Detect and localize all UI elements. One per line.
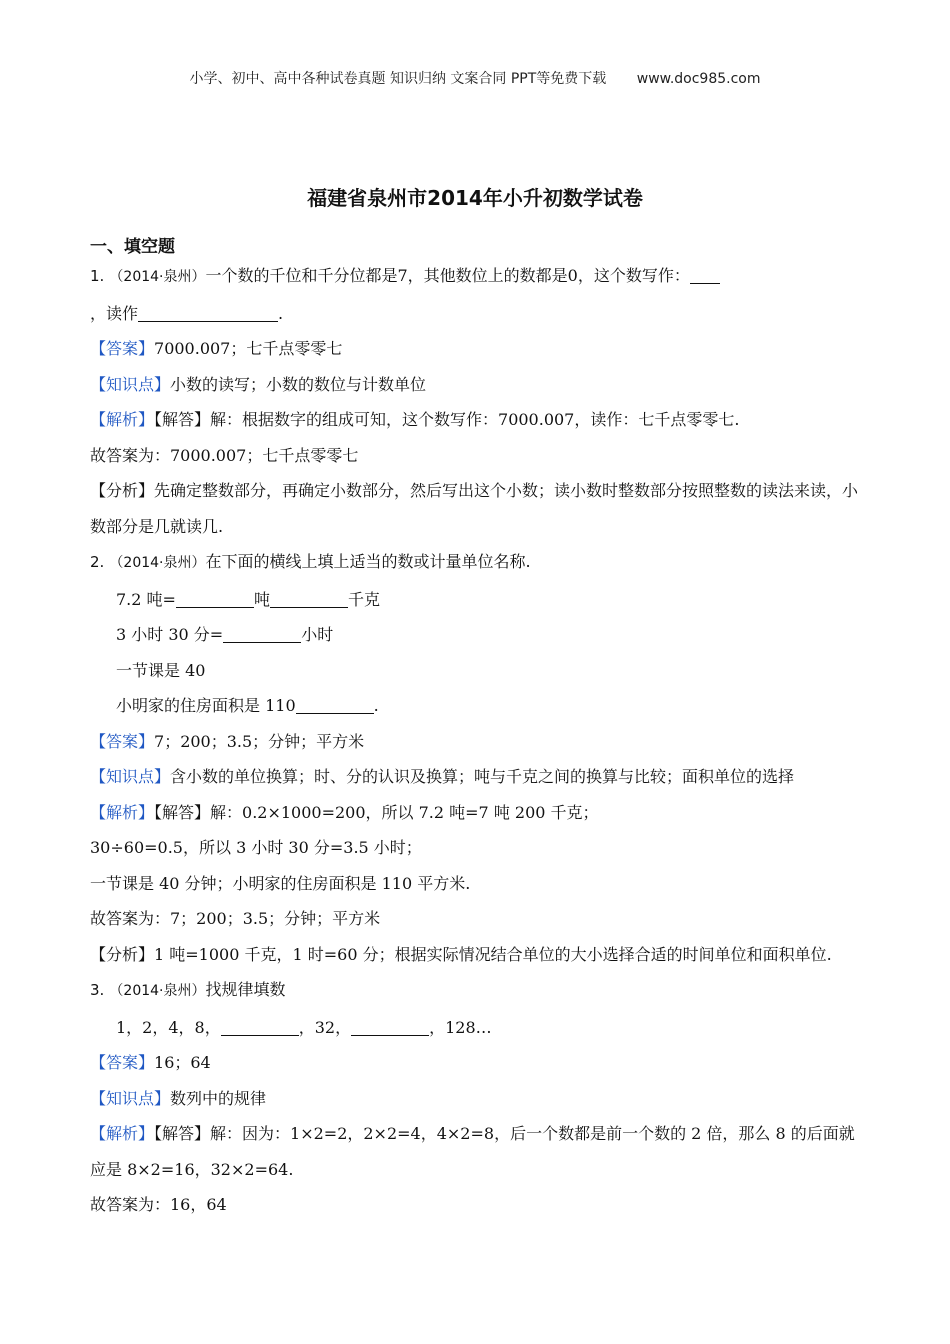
q1-number: 1. xyxy=(90,267,105,285)
q1-explanation-text: 【解答】解：根据数字的组成可知，这个数写作：7000.007，读作：七千点零零七. xyxy=(154,410,740,429)
q1-knowledge xyxy=(90,367,860,403)
q1-blank-read[interactable] xyxy=(138,303,278,322)
q2-blank-4[interactable] xyxy=(296,695,374,714)
q2-item-2-a: 3 小时 30 分= xyxy=(116,625,224,644)
q2-knowledge xyxy=(90,759,860,795)
answer-tag: 【答案】 xyxy=(90,339,155,358)
explanation-tag: 【解析】 xyxy=(90,410,155,429)
answer-tag: 【答案】 xyxy=(90,1053,155,1072)
q2-explanation-2: 30÷60=0.5，所以 3 小时 30 分=3.5 小时； xyxy=(90,838,422,857)
q2-item-2-b: 小时 xyxy=(301,625,334,644)
q2-explanation-text: 【解答】解：0.2×1000=200，所以 7.2 吨=7 吨 200 千克； xyxy=(154,802,599,822)
q3-line xyxy=(90,972,860,1010)
q2-item-4-b: . xyxy=(373,696,379,715)
q2-conclusion: 故答案为：7；200；3.5；分钟；平方米 xyxy=(90,909,381,928)
q3-explanation-text: 【解答】解：因为：1×2=2，2×2=4，4×2=8，后一个数都是前一个数的 2 倍，那么 8 的后面就应是 8×2=16，32×2=64. xyxy=(90,1124,855,1179)
q1-text-read: ，读作 xyxy=(90,303,139,323)
q2-item-2 xyxy=(90,617,860,653)
header-site: www.doc985.com xyxy=(636,71,761,87)
q2-text: 在下面的横线上填上适当的数或计量单位名称. xyxy=(205,552,531,571)
q2-number: 2. xyxy=(90,553,105,571)
q1-text: 一个数的千位和千分位都是7，其他数位上的数都是0，这个数写作： xyxy=(205,266,690,285)
q2-blank-2[interactable] xyxy=(270,589,348,608)
knowledge-tag: 【知识点】 xyxy=(90,767,171,786)
page-title: 福建省泉州市2014年小升初数学试卷 xyxy=(307,186,643,210)
q2-answer-text: 7；200；3.5；分钟；平方米 xyxy=(154,731,365,751)
q3-blank-1[interactable] xyxy=(221,1017,299,1036)
q3-text: 找规律填数 xyxy=(205,980,286,999)
q2-source: （2014·泉州） xyxy=(109,555,206,571)
q3-blank-2[interactable] xyxy=(351,1017,429,1036)
q2-answer xyxy=(90,724,860,760)
q1-explanation xyxy=(90,402,860,438)
q3-seq-c: ，128… xyxy=(429,1017,492,1037)
q1-source: （2014·泉州） xyxy=(109,269,206,285)
knowledge-tag: 【知识点】 xyxy=(90,374,171,394)
q3-source: （2014·泉州） xyxy=(109,983,206,999)
q3-knowledge-text: 数列中的规律 xyxy=(170,1088,267,1108)
answer-tag: 【答案】 xyxy=(90,731,155,751)
header-text: 小学、初中、高中各种试卷真题 知识归纳 文案合同 PPT等免费下载 xyxy=(189,71,607,87)
q1-line-2 xyxy=(90,296,860,332)
explanation-tag: 【解析】 xyxy=(90,802,155,822)
page-header xyxy=(0,68,950,88)
q3-number: 3. xyxy=(90,981,105,999)
q3-conclusion: 故答案为：16，64 xyxy=(90,1195,227,1214)
q1-line xyxy=(90,258,860,296)
q2-item-1 xyxy=(90,582,860,618)
q1-blank-write[interactable] xyxy=(690,265,720,284)
q2-item-1-c: 千克 xyxy=(347,589,380,609)
q2-knowledge-text: 含小数的单位换算；时、分的认识及换算；吨与千克之间的换算与比较；面积单位的选择 xyxy=(170,767,795,786)
q3-sequence xyxy=(90,1010,860,1046)
q2-blank-1[interactable] xyxy=(176,589,254,608)
q1-analysis: 【分析】先确定整数部分，再确定小数部分，然后写出这个小数；读小数时整数部分按照整数的读法来读，小数部分是几就读几. xyxy=(90,481,859,536)
q3-explanation xyxy=(90,1116,860,1187)
q1-conclusion: 故答案为：7000.007；七千点零零七 xyxy=(90,445,359,465)
q1-answer-text: 7000.007；七千点零零七 xyxy=(154,339,343,358)
q2-analysis: 【分析】1 吨=1000 千克，1 时=60 分；根据实际情况结合单位的大小选择合适的时间单位和面积单位. xyxy=(90,944,832,964)
q2-item-1-a: 7.2 吨= xyxy=(116,589,176,609)
q3-answer-text: 16；64 xyxy=(154,1053,211,1072)
q1-knowledge-text: 小数的读写；小数的数位与计数单位 xyxy=(170,374,427,394)
q2-explanation-3: 一节课是 40 分钟；小明家的住房面积是 110 平方米. xyxy=(90,873,471,893)
q3-knowledge xyxy=(90,1081,860,1117)
q2-item-4-a: 小明家的住房面积是 110 xyxy=(116,696,296,715)
q2-item-3: 一节课是 40 xyxy=(116,660,206,680)
q3-seq-b: ，32， xyxy=(298,1017,352,1037)
q2-blank-3[interactable] xyxy=(223,624,301,643)
q1-answer xyxy=(90,331,860,367)
q2-item-4 xyxy=(90,688,860,724)
q2-item-1-b: 吨 xyxy=(253,589,270,609)
q2-explanation xyxy=(90,795,860,831)
explanation-tag: 【解析】 xyxy=(90,1124,155,1143)
content xyxy=(90,258,860,1223)
q2-line xyxy=(90,544,860,582)
q1-period: . xyxy=(278,303,284,323)
q3-answer xyxy=(90,1045,860,1081)
q3-seq-a: 1，2，4，8， xyxy=(116,1017,221,1037)
section-title: 一、填空题 xyxy=(90,237,175,257)
knowledge-tag: 【知识点】 xyxy=(90,1088,171,1108)
